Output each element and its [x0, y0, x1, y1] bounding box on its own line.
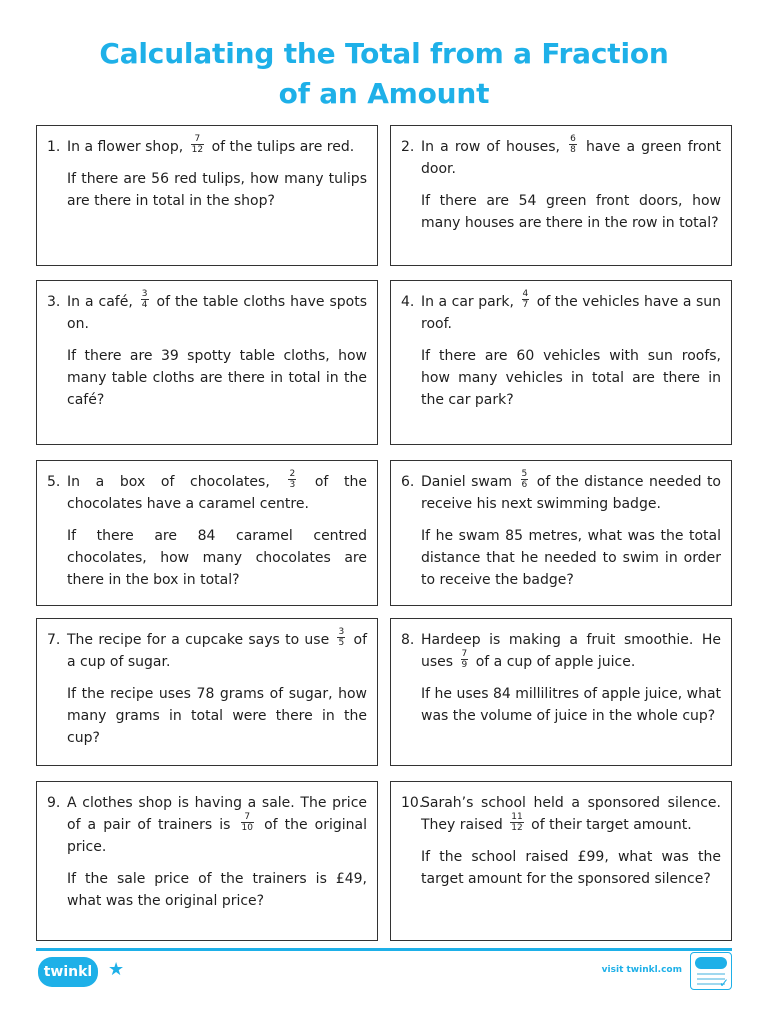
statement-post: have a green front door. — [421, 139, 721, 177]
fraction-numerator: 7 — [241, 812, 254, 823]
fraction-numerator: 6 — [570, 133, 576, 144]
question-number: 10. — [401, 795, 424, 811]
question-prompt: If there are 60 vehicles with sun roofs, how many vehicles in total are there in the car park? — [421, 348, 721, 408]
question-statement — [47, 626, 367, 673]
statement-pre: The recipe for a cupcake says to use — [67, 632, 330, 648]
question-statement — [401, 792, 721, 836]
fraction — [191, 134, 204, 155]
fraction — [569, 134, 577, 155]
fraction-denominator: 5 — [338, 637, 345, 648]
fraction-denominator: 12 — [191, 144, 204, 155]
question-body — [401, 468, 721, 601]
question-prompt: If he uses 84 millilitres of apple juice, what was the volume of juice in the whole cup? — [421, 686, 722, 724]
statement-pre: Sarah’s school held a sponsored silence. They raised — [421, 795, 721, 833]
question-body — [47, 626, 367, 759]
statement-post: of the vehicles have a sun roof. — [421, 294, 721, 332]
fraction — [461, 649, 469, 670]
question-prompt: If there are 84 caramel centred chocolates, how many chocolates are there in the box in total? — [67, 528, 367, 588]
question-number: 5. — [47, 474, 61, 490]
question-number: 6. — [401, 474, 415, 490]
fraction-numerator: 7 — [461, 648, 468, 659]
fraction — [241, 812, 254, 833]
question-prompt: If there are 39 spotty table cloths, how many table cloths are there in total in the café? — [67, 348, 367, 408]
question-body — [47, 288, 368, 421]
fraction-denominator: 3 — [289, 479, 296, 490]
question-card — [36, 280, 378, 445]
fraction — [141, 289, 149, 310]
fraction-denominator: 7 — [522, 299, 529, 310]
question-statement — [401, 629, 721, 673]
question-statement — [47, 792, 367, 858]
star-icon: ★ — [108, 959, 125, 980]
question-statement — [401, 468, 721, 515]
question-card — [36, 125, 378, 266]
question-prompt: If the recipe uses 78 grams of sugar, how many grams in total were there in the cup? — [67, 686, 367, 746]
question-card — [36, 781, 378, 941]
question-number: 9. — [47, 795, 61, 811]
fraction-denominator: 10 — [241, 822, 253, 833]
page-title-line-1: Calculating the Total from a Fraction — [99, 37, 669, 70]
question-body — [401, 133, 721, 244]
question-number: 1. — [47, 139, 61, 155]
statement-post: of a cup of apple juice. — [475, 654, 636, 670]
question-statement — [401, 133, 721, 180]
statement-pre: In a row of houses, — [421, 139, 560, 155]
fraction — [521, 469, 529, 490]
question-statement — [47, 468, 367, 515]
fraction — [522, 289, 530, 310]
statement-post: of the tulips are red. — [211, 139, 355, 155]
question-prompt: If the sale price of the trainers is £49, what was the original price? — [67, 871, 367, 909]
question-number: 4. — [401, 294, 415, 310]
question-card — [390, 280, 732, 445]
statement-pre: A clothes shop is having a sale. The price of a pair of trainers is — [67, 795, 367, 833]
question-prompt: If there are 56 red tulips, how many tulips are there in total in the shop? — [67, 171, 367, 209]
question-body — [401, 792, 721, 900]
question-prompt: If he swam 85 metres, what was the total distance that he needed to swim in order to receive the badge? — [421, 528, 721, 588]
twinkl-logo[interactable]: twinkl — [38, 957, 98, 987]
question-prompt: If the school raised £99, what was the target amount for the sponsored silence? — [421, 849, 721, 887]
question-statement — [47, 133, 367, 158]
statement-pre: Hardeep is making a fruit smoothie. He uses — [421, 632, 721, 670]
statement-post: of the original price. — [67, 817, 368, 855]
fraction — [288, 469, 296, 490]
question-body — [401, 288, 721, 421]
fraction — [337, 627, 345, 648]
page-title-line-2: of an Amount — [278, 77, 490, 110]
fraction-numerator: 7 — [191, 134, 204, 145]
question-card — [36, 460, 378, 606]
question-body — [47, 792, 367, 922]
question-body — [47, 468, 367, 601]
question-card — [390, 618, 732, 766]
question-number: 8. — [401, 632, 415, 648]
question-card — [36, 618, 378, 766]
question-prompt: If there are 54 green front doors, how many houses are there in the row in total? — [421, 193, 721, 231]
statement-post: of their target amount. — [531, 817, 692, 833]
question-card — [390, 460, 732, 606]
fraction-denominator: 12 — [511, 822, 523, 833]
statement-pre: In a box of chocolates, — [67, 474, 270, 490]
statement-post: of the chocolates have a caramel centre. — [67, 474, 367, 512]
statement-post: of the table cloths have spots on. — [67, 294, 368, 332]
fraction-numerator: 11 — [511, 811, 523, 822]
fraction-denominator: 4 — [141, 299, 148, 310]
statement-pre: In a café, — [67, 294, 133, 310]
fraction-numerator: 4 — [522, 288, 529, 299]
quality-badge-icon: ✓ — [690, 952, 732, 990]
footer-divider — [36, 948, 732, 951]
fraction — [510, 812, 523, 833]
statement-pre: In a car park, — [421, 294, 514, 310]
fraction-numerator: 3 — [141, 288, 148, 299]
fraction-denominator: 6 — [521, 479, 528, 490]
fraction-denominator: 9 — [461, 659, 468, 670]
question-number: 7. — [47, 632, 61, 648]
question-body — [47, 133, 367, 222]
page-title — [0, 34, 768, 114]
fraction-numerator: 3 — [338, 626, 345, 637]
question-statement — [401, 288, 721, 335]
fraction-numerator: 2 — [289, 468, 296, 479]
statement-post: of the distance needed to receive his next swimming badge. — [421, 474, 721, 512]
question-body — [401, 629, 721, 737]
question-number: 2. — [401, 139, 415, 155]
fraction-denominator: 8 — [570, 144, 576, 155]
question-card — [390, 781, 732, 941]
question-number: 3. — [47, 294, 61, 310]
question-card — [390, 125, 732, 266]
visit-link[interactable]: visit twinkl.com — [601, 965, 682, 975]
statement-pre: In a flower shop, — [67, 139, 184, 155]
fraction-numerator: 5 — [521, 468, 528, 479]
statement-pre: Daniel swam — [421, 474, 513, 490]
question-statement — [47, 288, 368, 335]
statement-post: of a cup of sugar. — [67, 632, 367, 670]
